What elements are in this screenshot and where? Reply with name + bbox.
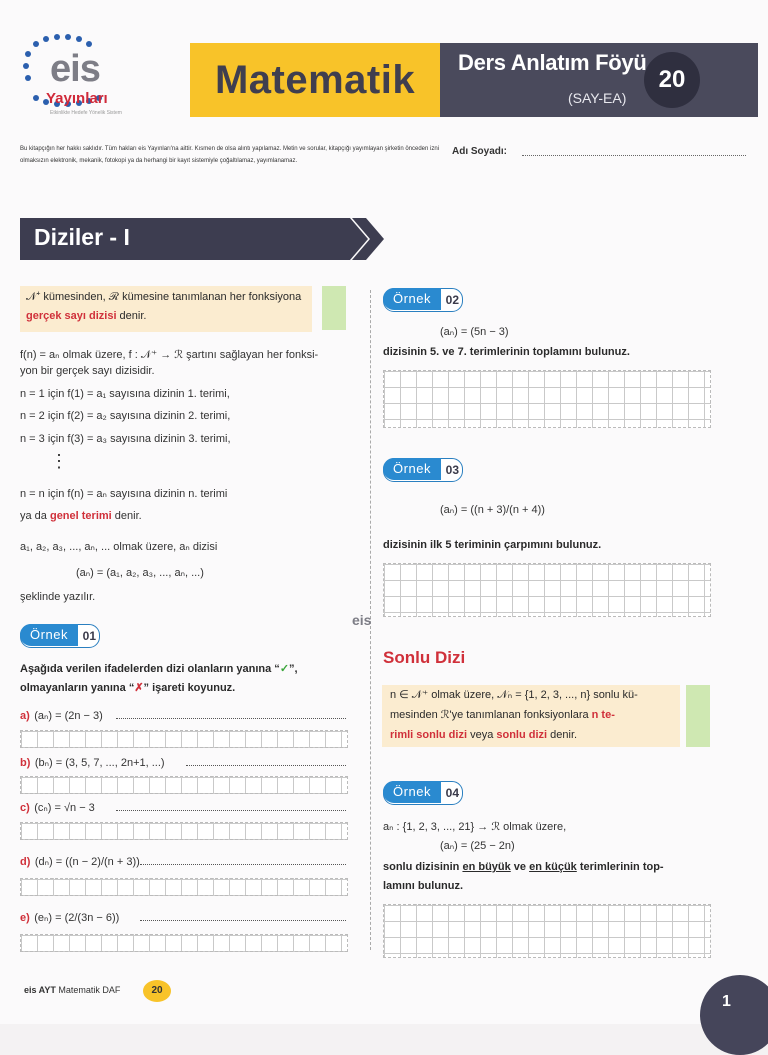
example-02-formula: (aₙ) = (5n − 3) bbox=[440, 326, 509, 338]
footer-subject: Matematik DAF bbox=[58, 985, 121, 995]
folio-number: 20 bbox=[644, 52, 700, 108]
finite-sequence-tab bbox=[686, 685, 710, 747]
general-term-highlight: genel terimi bbox=[49, 510, 112, 522]
item-e bbox=[20, 908, 346, 926]
logo-text: eis bbox=[50, 48, 100, 90]
subject-title-box bbox=[190, 43, 440, 117]
vertical-ellipsis: ⋮ bbox=[50, 451, 68, 471]
general-term-pre: ya da bbox=[20, 510, 50, 522]
item-letter: b) bbox=[20, 757, 31, 769]
example-number: 01 bbox=[82, 629, 96, 643]
example-number: 04 bbox=[445, 786, 459, 800]
finite-line-2-red: n te- bbox=[591, 709, 615, 721]
answer-grid-04[interactable] bbox=[383, 904, 711, 958]
q1-post: ”, bbox=[289, 663, 298, 675]
item-expression: (eₙ) = (2/(3n − 6)) bbox=[34, 912, 120, 924]
example-01-question-line-1 bbox=[20, 660, 298, 679]
finite-line-3 bbox=[390, 725, 672, 745]
definition-highlight: gerçek sayı dizisi bbox=[26, 310, 117, 322]
q2-post: ” işareti koyunuz. bbox=[143, 682, 236, 694]
eis-mini-logo: eis bbox=[352, 612, 372, 628]
example-label: Örnek bbox=[383, 288, 441, 310]
finite-red-1: rimli sonlu dizi bbox=[390, 729, 468, 741]
answer-line[interactable] bbox=[116, 810, 346, 811]
footer-folio-number: 20 bbox=[143, 980, 171, 1002]
finite-line-1: n ∈ 𝒩⁺ olmak üzere, 𝒩ₙ = {1, 2, 3, ..., n} sonlu kü- bbox=[390, 689, 638, 701]
page-number-badge bbox=[700, 975, 768, 1055]
answer-line[interactable] bbox=[140, 920, 346, 921]
o4-pre: sonlu dizisinin bbox=[383, 861, 463, 873]
item-letter: a) bbox=[20, 710, 30, 722]
logo-tagline: Etkinlikte Hedefe Yönelik Sistem bbox=[50, 110, 122, 116]
finite-mid: veya bbox=[467, 729, 497, 741]
example-03-formula: (aₙ) = ((n + 3)/(n + 4)) bbox=[440, 504, 545, 516]
example-01-question-line-2 bbox=[20, 679, 235, 698]
answer-grid-c[interactable] bbox=[20, 822, 348, 840]
check-icon: ✓ bbox=[279, 663, 290, 675]
item-letter: c) bbox=[20, 802, 30, 814]
answer-grid-d[interactable] bbox=[20, 878, 348, 896]
example-04-formula: (aₙ) = (25 − 2n) bbox=[440, 840, 515, 852]
item-letter: d) bbox=[20, 856, 31, 868]
finite-red-2: sonlu dizi bbox=[496, 729, 548, 741]
general-term-post: denir. bbox=[111, 510, 142, 522]
definition-tab bbox=[322, 286, 346, 330]
term-line-1: n = 1 için f(1) = a₁ sayısına dizinin 1. terimi, bbox=[20, 388, 230, 400]
footer-brand: eis AYT bbox=[24, 985, 56, 995]
chevron-right-icon bbox=[328, 218, 388, 260]
item-expression: (bₙ) = (3, 5, 7, ..., 2n+1, ...) bbox=[34, 757, 165, 769]
answer-grid-b[interactable] bbox=[20, 776, 348, 794]
logo-subtitle: Yayınları bbox=[46, 90, 108, 107]
item-d bbox=[20, 852, 346, 870]
sequence-line: a₁, a₂, a₃, ..., aₙ, ... olmak üzere, aₙ dizisi bbox=[20, 541, 218, 553]
example-04-question-line-2: lamını bulunuz. bbox=[383, 880, 464, 892]
example-label: Örnek bbox=[383, 781, 441, 803]
o4-mid: ve bbox=[510, 861, 530, 873]
finite-sequence-box bbox=[382, 685, 680, 747]
answer-grid-e[interactable] bbox=[20, 934, 348, 952]
term-line-3: n = 3 için f(3) = a₃ sayısına dizinin 3. terimi, bbox=[20, 433, 231, 445]
finite-line-2 bbox=[390, 705, 672, 725]
definition-text-post: denir. bbox=[116, 310, 147, 322]
name-label: Adı Soyadı: bbox=[452, 146, 508, 157]
o4-underline-1: en büyük bbox=[462, 861, 511, 873]
answer-line[interactable] bbox=[116, 718, 346, 719]
answer-line[interactable] bbox=[186, 765, 346, 766]
term-line-2: n = 2 için f(2) = a₂ sayısına dizinin 2. terimi, bbox=[20, 410, 231, 422]
example-02-question: dizisinin 5. ve 7. terimlerinin toplamını bulunuz. bbox=[383, 346, 630, 358]
def-line-2: yon bir gerçek sayı dizisidir. bbox=[20, 365, 155, 377]
example-label: Örnek bbox=[20, 624, 78, 646]
page-number: 1 bbox=[722, 993, 731, 1010]
section-banner bbox=[20, 218, 350, 260]
example-badge-02 bbox=[383, 288, 463, 312]
written-as: şeklinde yazılır. bbox=[20, 591, 96, 603]
example-number: 03 bbox=[445, 463, 459, 477]
o4-post: terimlerinin top- bbox=[576, 861, 664, 873]
item-expression: (aₙ) = (2n − 3) bbox=[34, 710, 103, 722]
answer-grid-03[interactable] bbox=[383, 563, 711, 617]
publisher-logo bbox=[22, 34, 152, 124]
term-line-n: n = n için f(n) = aₙ sayısına dizinin n. terimi bbox=[20, 488, 228, 500]
item-b bbox=[20, 753, 346, 771]
item-expression: (cₙ) = √n − 3 bbox=[34, 802, 95, 814]
example-badge-04 bbox=[383, 781, 463, 805]
q2-pre: olmayanların yanına “ bbox=[20, 682, 135, 694]
definition-box bbox=[20, 286, 312, 332]
name-field[interactable] bbox=[522, 155, 746, 156]
example-badge-01 bbox=[20, 624, 100, 648]
finite-line-2-pre: mesinden ℛ'ye tanımlanan fonksiyonlara bbox=[390, 709, 592, 721]
sequence-form: (aₙ) = (a₁, a₂, a₃, ..., aₙ, ...) bbox=[76, 567, 204, 579]
def-line-1: f(n) = aₙ olmak üzere, f : 𝒩⁺ → ℛ şartını sağlayan her fonksi- bbox=[20, 349, 319, 361]
general-term-line bbox=[20, 510, 142, 522]
finite-post: denir. bbox=[547, 729, 578, 741]
cross-icon: ✗ bbox=[134, 682, 144, 694]
example-04-question-line-1 bbox=[383, 858, 664, 877]
answer-line[interactable] bbox=[140, 864, 346, 865]
folio-title: Ders Anlatım Föyü bbox=[458, 50, 647, 75]
item-expression: (dₙ) = ((n − 2)/(n + 3)) bbox=[34, 856, 140, 868]
copyright-notice: Bu kitapçığın her hakkı saklıdır. Tüm hakları eis Yayınları'na aittir. Kısmen de olsa alıntı yapılamaz. Metin ve sorular, kitapçığı yayımlayan şirketin önceden izni olmaksızın elektronik, mekanik, fotokopi ya da herhangi bir kayıt sistemiyle çoğaltılamaz, yayımlanamaz. bbox=[20, 146, 440, 164]
finite-sequence-title: Sonlu Dizi bbox=[383, 648, 466, 667]
example-04-line-1: aₙ : {1, 2, 3, ..., 21} → ℛ olmak üzere, bbox=[383, 821, 567, 833]
footer-text bbox=[24, 985, 120, 995]
example-badge-03 bbox=[383, 458, 463, 482]
o4-underline-2: en küçük bbox=[529, 861, 577, 873]
item-letter: e) bbox=[20, 912, 30, 924]
item-c bbox=[20, 798, 346, 816]
example-label: Örnek bbox=[383, 458, 441, 480]
example-number: 02 bbox=[445, 293, 459, 307]
subject-title: Matematik bbox=[214, 58, 416, 102]
q1-pre: Aşağıda verilen ifadelerden dizi olanların yanına “ bbox=[20, 663, 280, 675]
definition-text-pre: 𝒩⁺ kümesinden, ℛ kümesine tanımlanan her fonksiyona bbox=[26, 291, 302, 303]
example-03-question: dizisinin ilk 5 teriminin çarpımını bulunuz. bbox=[383, 539, 602, 551]
answer-grid-02[interactable] bbox=[383, 370, 711, 428]
section-title: Diziler - I bbox=[34, 224, 130, 250]
folio-track: (SAY-EA) bbox=[568, 90, 627, 106]
item-a bbox=[20, 706, 346, 724]
answer-grid-a[interactable] bbox=[20, 730, 348, 748]
